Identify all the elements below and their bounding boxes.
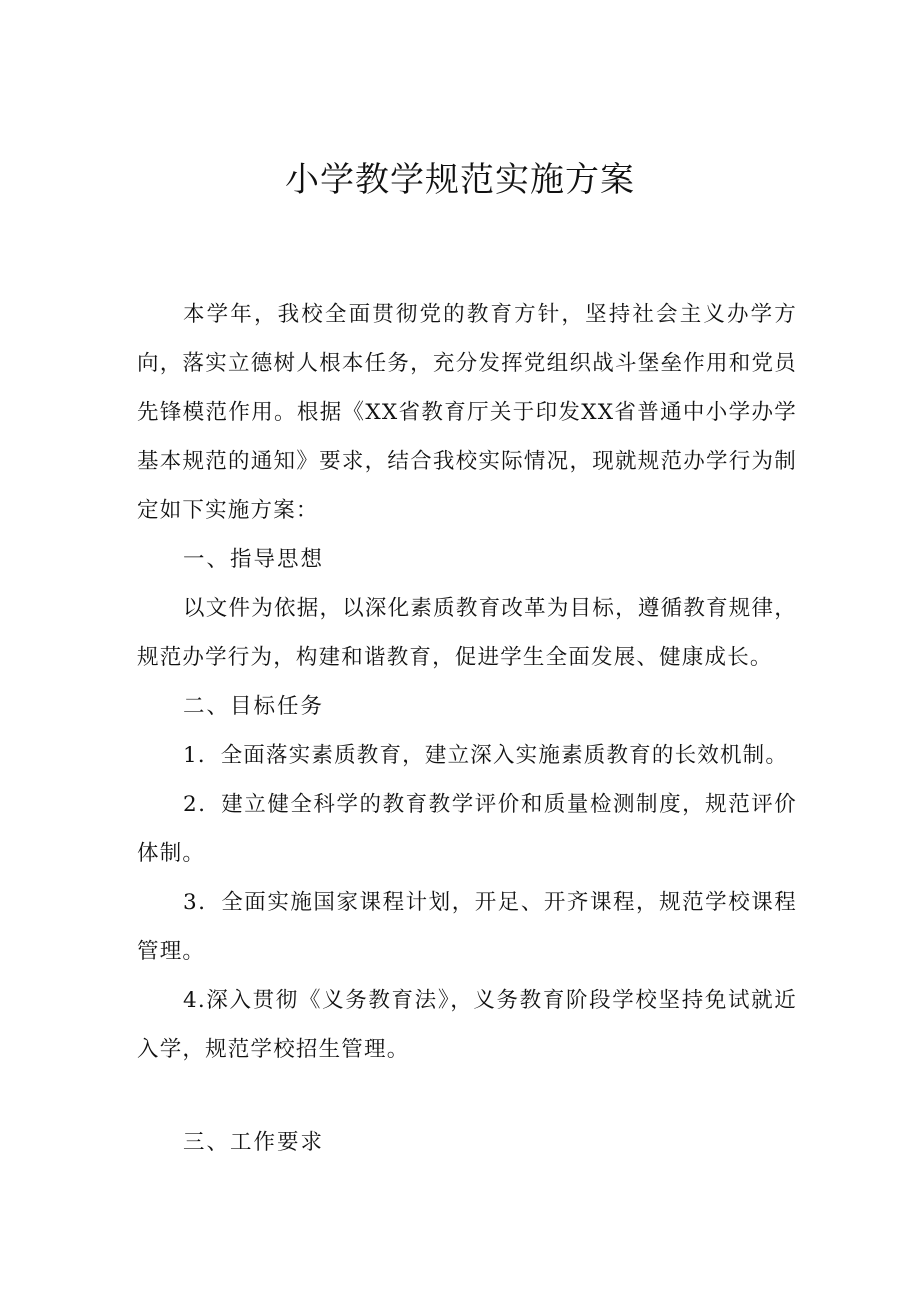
- objective-item-3: 3．全面实施国家课程计划，开足、开齐课程，规范学校课程管理。: [137, 890, 797, 964]
- intro-paragraph: 本学年，我校全面贯彻党的教育方针，坚持社会主义办学方向，落实立德树人根本任务，充分发挥党组织战斗堡垒作用和党员先锋模范作用。根据《XX省教育厅关于印发XX省普通中小学办学基本规范的通知》要求，结合我校实际情况，现就规范办学行为制定如下实施方案：: [137, 302, 797, 523]
- objective-item-2: 2．建立健全科学的教育教学评价和质量检测制度，规范评价体制。: [137, 792, 797, 866]
- objective-item-4: 4.深入贯彻《义务教育法》，义务教育阶段学校坚持免试就近入学，规范学校招生管理。: [137, 988, 797, 1062]
- document-title: 小学教学规范实施方案: [285, 160, 635, 200]
- guiding-ideology-paragraph: 以文件为依据，以深化素质教育改革为目标，遵循教育规律，规范办学行为，构建和谐教育，促进学生全面发展、健康成长。: [137, 596, 797, 670]
- section-heading-guiding-ideology: 一、指导思想: [183, 547, 325, 572]
- section-heading-objectives: 二、目标任务: [183, 694, 325, 719]
- section-heading-work-requirements: 三、工作要求: [183, 1130, 325, 1155]
- objective-item-1: 1．全面落实素质教育，建立深入实施素质教育的长效机制。: [183, 743, 789, 768]
